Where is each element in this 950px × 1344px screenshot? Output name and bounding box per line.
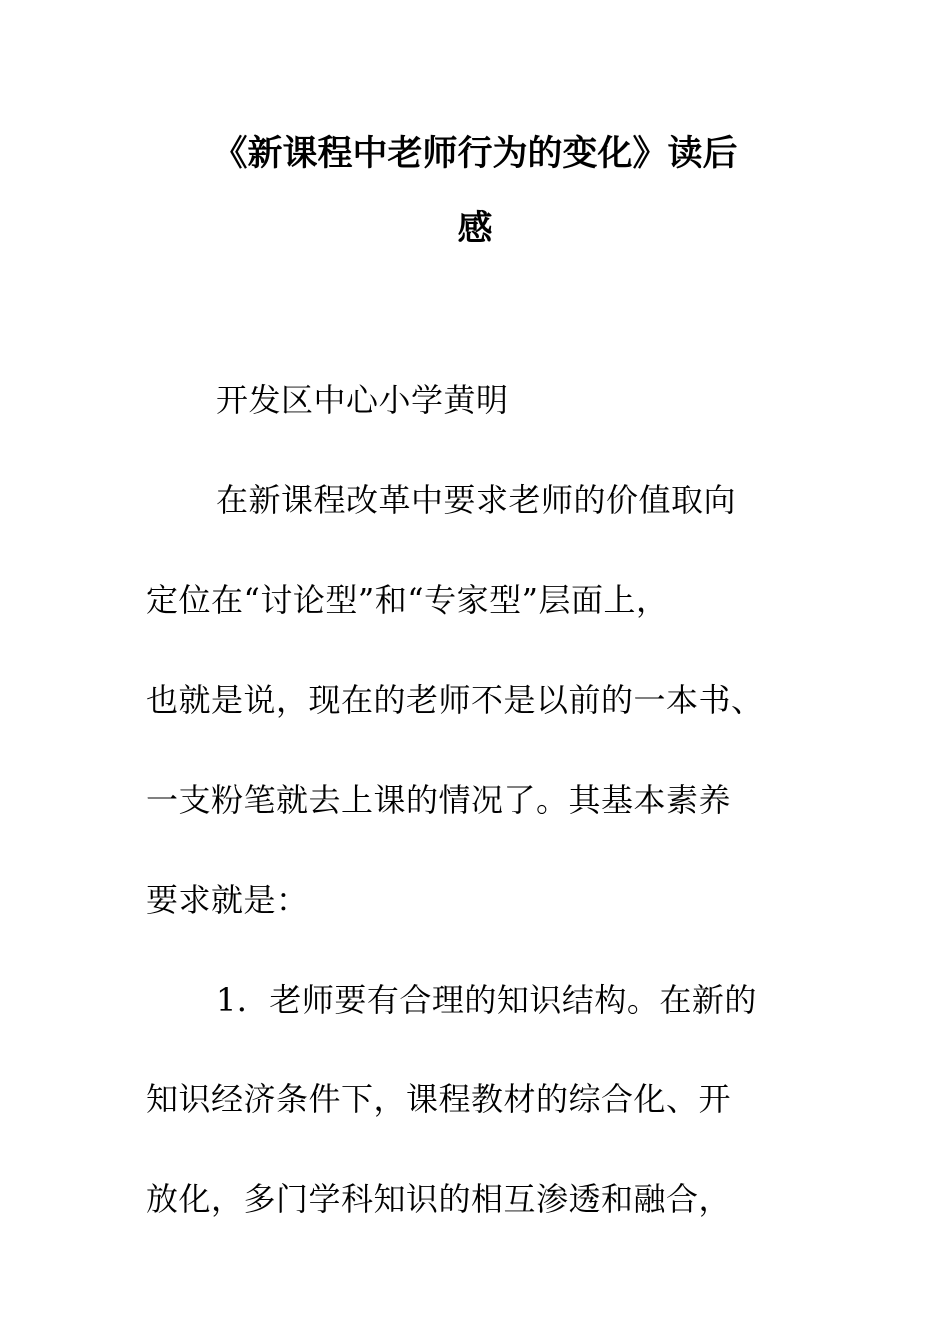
body-line: 也就是说，现在的老师不是以前的一本书、 [146,681,764,719]
body-line: 要求就是： [146,881,309,919]
body-line: 在新课程改革中要求老师的价值取向 [216,481,737,519]
body-line: 放化，多门学科知识的相互渗透和融合， [146,1180,732,1218]
author-line: 开发区中心小学黄明 [216,381,509,419]
document-title-line-2: 感 [457,209,493,249]
body-line: 定位在“讨论型”和“专家型”层面上， [146,581,669,619]
body-line: 知识经济条件下，课程教材的综合化、开 [146,1080,732,1118]
body-line: 一支粉笔就去上课的情况了。其基本素养 [146,781,732,819]
document-title-line-1: 《新课程中老师行为的变化》读后 [212,134,738,174]
body-line: 1．老师要有合理的知识结构。在新的 [216,981,757,1019]
